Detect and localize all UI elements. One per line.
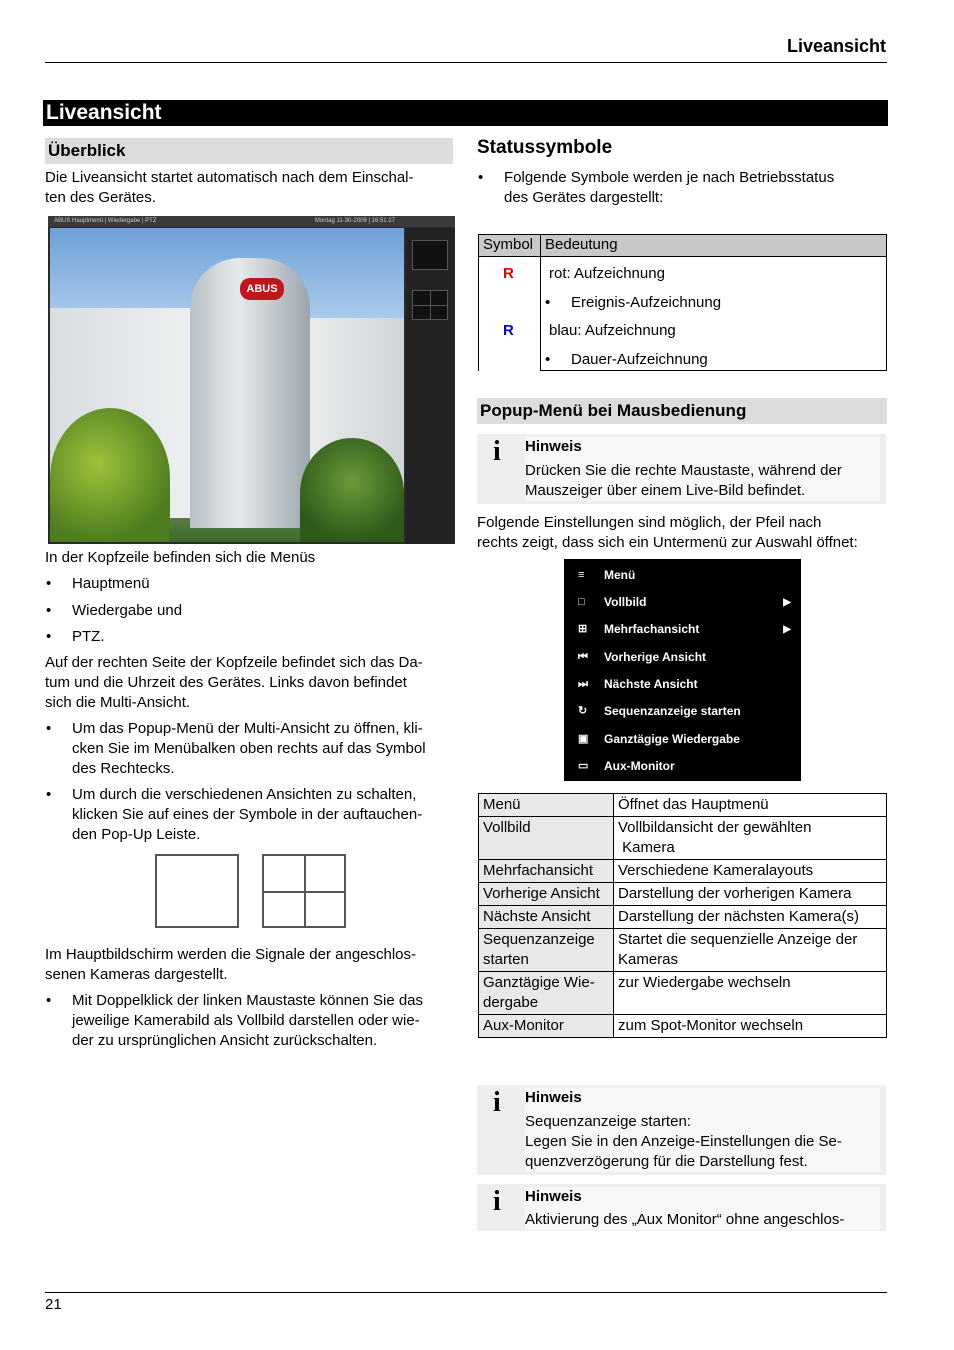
record-symbol-blue: R	[503, 322, 514, 339]
text-line: Kamera	[618, 839, 675, 856]
popup-menu-screenshot	[564, 559, 801, 781]
tree-right	[300, 438, 404, 542]
popup-item-aux	[564, 753, 801, 780]
text-line: • Um das Popup-Menü der Multi-Ansicht zu öffnen, kli-	[72, 720, 423, 737]
list-item	[477, 168, 887, 208]
popup-item-ganztaegig	[564, 726, 801, 753]
list-item	[45, 719, 453, 779]
menu-icon: ≡	[578, 569, 585, 581]
text-line: rechts zeigt, dass sich ein Untermenü zur Auswahl öffnet:	[477, 534, 858, 551]
single-view-icon	[155, 854, 239, 928]
table-row	[479, 860, 887, 883]
footer-rule	[45, 1292, 887, 1293]
photo-datetime: Montag 11-30-2009 | 16:51:27	[314, 218, 395, 224]
popup-item-mehrfachansicht	[564, 616, 801, 643]
table-row	[479, 1015, 887, 1038]
menus-intro: In der Kopfzeile befinden sich die Menüs	[45, 549, 316, 566]
table-cell: Vollbild	[479, 817, 614, 860]
table-cell	[614, 929, 887, 972]
list-item	[45, 785, 453, 845]
text-line: Im Hauptbildschirm werden die Signale der angeschlos-	[45, 946, 417, 963]
popup-item-vollbild	[564, 589, 801, 616]
submenu-arrow-icon: ▶	[783, 624, 791, 635]
bullet-list-multiview	[45, 719, 453, 845]
sequence-icon: ↻	[578, 705, 588, 717]
note-title: Hinweis	[525, 1188, 582, 1205]
text-line: starten	[483, 951, 529, 968]
table-cell: Öffnet das Hauptmenü	[614, 794, 887, 817]
text-line: Sequenzanzeige	[483, 931, 595, 948]
table-row	[479, 972, 887, 1015]
status-table	[478, 234, 887, 371]
heading-statussymbole: Statussymbole	[477, 137, 613, 158]
status-bullet	[477, 168, 887, 208]
text-line: Aktivierung des „Aux Monitor“ ohne angeschlos-	[525, 1211, 845, 1228]
text-line: der zu ursprünglichen Ansicht zurückschalten.	[72, 1032, 378, 1049]
popup-item-sequenz	[564, 698, 801, 725]
paragraph-header-right	[45, 653, 453, 713]
table-cell	[479, 929, 614, 972]
page-number: 21	[45, 1296, 62, 1313]
text-line: • Um durch die verschiedenen Ansichten zu schalten,	[72, 786, 417, 803]
intro-line: ten des Gerätes.	[45, 189, 156, 206]
text-line: Mauszeiger über einem Live-Bild befindet.	[525, 482, 806, 499]
text-line: Vollbildansicht der gewählten	[618, 819, 812, 836]
info-icon: i	[493, 436, 501, 467]
text-line: dergabe	[483, 994, 539, 1011]
text-line: Folgende Einstellungen sind möglich, der Pfeil nach	[477, 514, 822, 531]
quad-divider-h	[264, 891, 344, 893]
popup-item-label: Sequenzanzeige starten	[604, 704, 741, 718]
single-view-thumb	[412, 240, 448, 270]
photo-sidebar	[406, 228, 455, 544]
list-item: • PTZ.	[45, 627, 453, 647]
table-row	[479, 906, 887, 929]
text-line: tum und die Uhrzeit des Gerätes. Links davon befindet	[45, 674, 407, 691]
intro-paragraph	[45, 168, 453, 208]
running-header: Liveansicht	[786, 36, 886, 56]
note-box-2	[477, 1085, 886, 1175]
text-line: des Gerätes dargestellt:	[504, 189, 664, 206]
symbol-cell	[479, 257, 541, 371]
text-line: Legen Sie in den Anzeige-Einstellungen die Se-	[525, 1133, 842, 1150]
header-rule	[45, 62, 887, 63]
popup-item-label: Aux-Monitor	[604, 759, 675, 773]
info-icon: i	[493, 1186, 501, 1217]
meaning-cell: rot: Aufzeichnung • Ereignis-Aufzeichnung blau: Aufzeichnung • Dauer-Aufzeichnung	[541, 257, 887, 371]
info-icon: i	[493, 1087, 501, 1118]
note-title: Hinweis	[525, 1089, 582, 1106]
table-cell: Darstellung der vorherigen Kamera	[614, 883, 887, 906]
meaning-blue: blau: Aufzeichnung	[549, 322, 676, 339]
table-row	[479, 883, 887, 906]
section-title: Liveansicht	[43, 100, 888, 126]
next-icon: ⏭	[578, 678, 588, 690]
settings-paragraph	[477, 513, 887, 553]
table-cell: zur Wiedergabe wechseln	[614, 972, 887, 1015]
text-line: Auf der rechten Seite der Kopfzeile befindet sich das Da-	[45, 654, 423, 671]
text-line: cken Sie im Menübalken oben rechts auf das Symbol	[72, 740, 426, 757]
table-cell: Darstellung der nächsten Kamera(s)	[614, 906, 887, 929]
quad-view-thumb	[412, 290, 448, 320]
text-line: Startet die sequenzielle Anzeige der	[618, 931, 858, 948]
text-line: des Rechtecks.	[72, 760, 175, 777]
grid-icon: ⊞	[578, 623, 588, 635]
table-cell: Mehrfachansicht	[479, 860, 614, 883]
table-cell: Verschiedene Kameralayouts	[614, 860, 887, 883]
table-cell: Nächste Ansicht	[479, 906, 614, 929]
popup-item-label: Vorherige Ansicht	[604, 650, 707, 664]
table-row	[479, 257, 887, 371]
previous-icon: ⏮	[578, 651, 588, 663]
note-body	[525, 437, 880, 501]
text-line: den Pop-Up Leiste.	[72, 826, 201, 843]
table-cell: Aux-Monitor	[479, 1015, 614, 1038]
popup-item-label: Vollbild	[604, 595, 647, 609]
text-line: jeweilige Kamerabild als Vollbild darstellen oder wie-	[72, 1012, 420, 1029]
list-item	[45, 991, 453, 1051]
note-body	[525, 1088, 880, 1172]
table-row	[479, 794, 887, 817]
popup-item-naechste	[564, 671, 801, 698]
table-row	[479, 929, 887, 972]
text-line: Dauer-Aufzeichnung	[571, 351, 708, 368]
photo-topbar	[48, 216, 455, 227]
note-body	[525, 1187, 880, 1230]
tree-left	[50, 408, 170, 542]
heading-popup-menu: Popup-Menü bei Mausbedienung	[477, 398, 887, 424]
live-view-screenshot	[48, 216, 455, 544]
popup-item-label: Nächste Ansicht	[604, 677, 698, 691]
heading-ueberblick: Überblick	[45, 138, 453, 164]
abus-logo: ABUS	[240, 278, 284, 300]
list-item: • Wiedergabe und	[45, 601, 453, 627]
intro-line: Die Liveansicht startet automatisch nach dem Einschal-	[45, 169, 414, 186]
bullet-list-doubleclick	[45, 991, 453, 1051]
popup-item-label: Ganztägige Wiedergabe	[604, 732, 740, 746]
table-header-row	[479, 235, 887, 257]
text-line: Ganztägige Wie-	[483, 974, 595, 991]
paragraph-main-screen	[45, 945, 453, 985]
note-box-1	[477, 434, 886, 504]
quad-view-icon	[262, 854, 346, 928]
text-line: Drücken Sie die rechte Maustaste, während der	[525, 462, 842, 479]
fullscreen-icon: □	[578, 596, 585, 608]
photo-menu-text: ABUS Hauptmenü | Wiedergabe | PTZ	[54, 218, 157, 224]
table-cell: Menü	[479, 794, 614, 817]
text-line: sich die Multi-Ansicht.	[45, 694, 191, 711]
text-line: • Folgende Symbole werden je nach Betriebsstatus	[504, 169, 835, 186]
submenu-arrow-icon: ▶	[783, 597, 791, 608]
text-line: klicken Sie auf eines der Symbole in der auftauchen-	[72, 806, 423, 823]
table-header: Symbol	[479, 235, 541, 257]
text-line: Ereignis-Aufzeichnung	[571, 294, 722, 311]
popup-menu-table	[478, 793, 887, 1038]
text-line: • Mit Doppelklick der linken Maustaste können Sie das	[72, 992, 424, 1009]
list-item: • Hauptmenü	[45, 574, 453, 601]
popup-item-menue	[564, 562, 801, 589]
note-title: Hinweis	[525, 438, 582, 455]
table-header: Bedeutung	[541, 235, 887, 257]
table-row	[479, 817, 887, 860]
text-line: senen Kameras dargestellt.	[45, 966, 228, 983]
meaning-red: rot: Aufzeichnung	[549, 265, 665, 282]
table-cell: Vorherige Ansicht	[479, 883, 614, 906]
table-cell	[614, 817, 887, 860]
popup-item-label: Mehrfachansicht	[604, 622, 700, 636]
menu-list	[45, 574, 453, 647]
table-cell	[479, 972, 614, 1015]
record-symbol-red: R	[503, 265, 514, 282]
building-photo	[50, 228, 404, 542]
text-line: Kameras	[618, 951, 679, 968]
text-line: Sequenzanzeige starten:	[525, 1113, 691, 1130]
table-cell: zum Spot-Monitor wechseln	[614, 1015, 887, 1038]
monitor-icon: ▭	[578, 760, 589, 772]
popup-item-label: Menü	[604, 568, 636, 582]
note-box-3	[477, 1184, 886, 1231]
text-line: quenzverzögerung für die Darstellung fest.	[525, 1153, 808, 1170]
popup-item-vorherige	[564, 644, 801, 671]
playback-icon: ▣	[578, 733, 589, 745]
